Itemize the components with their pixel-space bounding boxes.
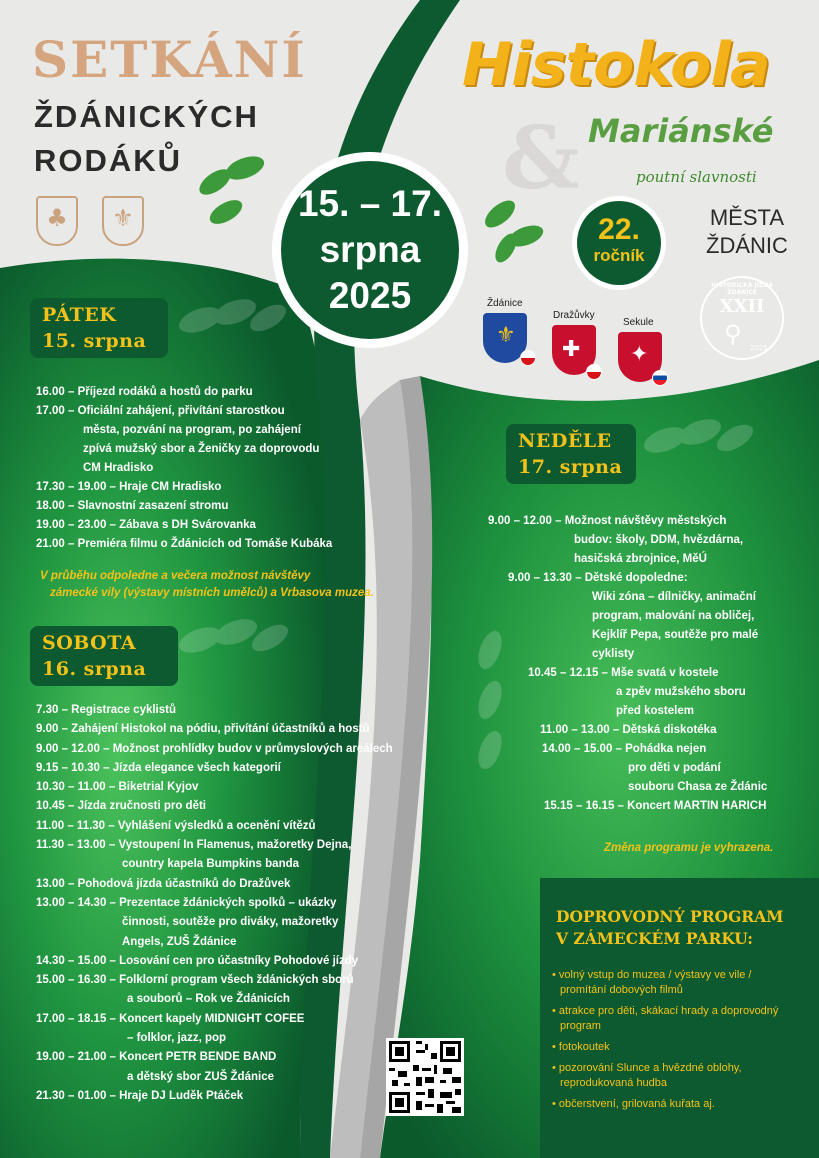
accompanying-title-line: DOPROVODNÝ PROGRAM bbox=[556, 907, 784, 926]
saturday-item-cont: činnosti, soutěže pro diváky, mažoretky bbox=[122, 916, 339, 929]
qr-code-icon[interactable] bbox=[386, 1038, 464, 1116]
friday-item: 17.00 – Oficiální zahájení, přivítání starostkou bbox=[36, 405, 285, 417]
mesta-zdanic bbox=[706, 204, 788, 260]
saturday-heading bbox=[30, 626, 178, 686]
sunday-item-cont: souboru Chasa ze Ždánic bbox=[628, 781, 768, 793]
date-badge bbox=[272, 152, 468, 348]
friday-item-cont: města, pozvání na program, po zahájení bbox=[83, 424, 301, 436]
rocnik-label: ročník bbox=[593, 246, 645, 265]
saturday-item: 9.15 – 10.30 – Jízda elegance všech kategorií bbox=[36, 761, 281, 774]
histokola-title: Histokola bbox=[462, 30, 770, 100]
accompanying-list bbox=[552, 968, 778, 1112]
accompanying-item: • fotokoutek bbox=[552, 1041, 610, 1053]
saturday-item: 21.30 – 01.00 – Hraje DJ Luděk Ptáček bbox=[36, 1089, 244, 1102]
fleur-de-lis-emblem-icon: ⚜ bbox=[102, 196, 144, 246]
friday-item: 19.00 – 23.00 – Zábava s DH Svárovanka bbox=[36, 519, 256, 531]
friday-date: 15. srpna bbox=[42, 330, 147, 352]
zdanickych-rodaku-title bbox=[34, 95, 259, 183]
tree-emblem-icon: ♣ bbox=[36, 196, 78, 246]
zdanice-crest-icon: ⚜ bbox=[483, 313, 527, 363]
marianske-title: Mariánské bbox=[588, 112, 774, 150]
bicycle-icon: ⚲ bbox=[724, 320, 742, 348]
friday-item: 18.00 – Slavnostní zasazení stromu bbox=[36, 500, 229, 512]
saturday-item-cont: – folklor, jazz, pop bbox=[127, 1032, 227, 1045]
accompanying-title bbox=[556, 906, 783, 950]
saturday-item: 13.00 – Pohodová jízda účastníků do Dražůvek bbox=[36, 877, 291, 890]
saturday-date: 16. srpna bbox=[42, 658, 147, 680]
sunday-item: 10.45 – 12.15 – Mše svatá v kostele bbox=[528, 667, 719, 679]
saturday-title: SOBOTA bbox=[42, 632, 137, 654]
sunday-heading bbox=[506, 424, 636, 484]
sunday-title: NEDĚLE bbox=[518, 430, 612, 452]
drazuvky-crest-icon: ✚ bbox=[552, 325, 596, 375]
saturday-item: 15.00 – 16.30 – Folklorní program všech ždánických sborů bbox=[36, 974, 354, 987]
saturday-item-cont: Angels, ZUŠ Ždánice bbox=[122, 935, 237, 948]
setkani-title: SETKÁNÍ bbox=[32, 30, 307, 89]
sunday-item: 15.15 – 16.15 – Koncert MARTIN HARICH bbox=[544, 800, 767, 812]
sunday-item-cont: před kostelem bbox=[616, 705, 694, 717]
accompanying-item-cont: promítání dobových filmů bbox=[560, 984, 683, 996]
accompanying-title-line: V ZÁMECKÉM PARKU: bbox=[556, 929, 753, 948]
accompanying-item: • volný vstup do muzea / výstavy ve vile / bbox=[552, 969, 752, 981]
friday-item: 16.00 – Příjezd rodáků a hostů do parku bbox=[36, 386, 253, 398]
friday-item-cont: zpívá mužský sbor a Ženičky za doprovodu bbox=[83, 443, 320, 455]
wheel-badge-text: HISTORICKÁ JÍZDA ŽDÁNICE bbox=[711, 282, 773, 296]
friday-note bbox=[40, 568, 374, 602]
sunday-schedule bbox=[488, 512, 767, 816]
friday-note-line: V průběhu odpoledne a večera možnost návštěvy bbox=[40, 570, 311, 582]
poutni-slavnosti-subtitle: poutní slavnosti bbox=[636, 168, 757, 186]
saturday-item: 11.00 – 11.30 – Vyhlášení výsledků a ocenění vítězů bbox=[36, 819, 316, 832]
crest-label-sekule: Sekule bbox=[623, 317, 654, 328]
saturday-item: 10.30 – 11.00 – Biketrial Kyjov bbox=[36, 781, 199, 794]
saturday-item: 9.00 – 12.00 – Možnost prohlídky budov v průmyslových areálech bbox=[36, 742, 393, 755]
accompanying-item: • atrakce pro děti, skákací hrady a doprovodný bbox=[552, 1005, 779, 1017]
sunday-item: 9.00 – 12.00 – Možnost návštěvy městských bbox=[488, 515, 727, 527]
sunday-item-cont: program, malování na obličej, bbox=[592, 610, 755, 622]
sunday-item-cont: hasičská zbrojnice, MěÚ bbox=[574, 553, 707, 565]
saturday-item: 9.00 – Zahájení Histokol na pódiu, přivítání účastníků a hostů bbox=[36, 723, 370, 736]
date-year: 2025 bbox=[328, 275, 412, 316]
friday-heading bbox=[30, 298, 168, 358]
friday-item: 17.30 – 19.00 – Hraje CM Hradisko bbox=[36, 481, 222, 493]
rocnik-number: 22. bbox=[598, 213, 640, 246]
saturday-item-cont: a dětský sbor ZUŠ Ždánice bbox=[127, 1070, 274, 1083]
sunday-item-cont: cyklisty bbox=[592, 648, 635, 660]
rodaku-line: RODÁKŮ bbox=[34, 143, 183, 178]
saturday-schedule bbox=[36, 701, 393, 1106]
zdanic-line: ŽDÁNIC bbox=[706, 233, 788, 258]
sunday-note: Změna programu je vyhrazena. bbox=[604, 842, 774, 854]
saturday-item-cont: country kapela Bumpkins banda bbox=[122, 858, 300, 871]
date-month: srpna bbox=[319, 229, 421, 270]
sunday-item: 11.00 – 13.00 – Dětská diskotéka bbox=[540, 724, 717, 736]
crest-label-zdanice: Ždánice bbox=[487, 298, 523, 309]
sunday-item-cont: budov: školy, DDM, hvězdárna, bbox=[574, 534, 744, 546]
czech-flag-icon bbox=[586, 364, 602, 380]
sunday-date: 17. srpna bbox=[518, 456, 623, 478]
friday-item-cont: CM Hradisko bbox=[83, 462, 154, 474]
saturday-item-cont: a souborů – Rok ve Ždánicích bbox=[127, 993, 290, 1006]
saturday-item: 13.00 – 14.30 – Prezentace ždánických spolků – ukázky bbox=[36, 896, 337, 909]
sunday-item-cont: pro děti v podání bbox=[628, 762, 721, 774]
saturday-item: 14.30 – 15.00 – Losování cen pro účastníky Pohodové jízdy bbox=[36, 954, 359, 967]
zdanickych-line: ŽDÁNICKÝCH bbox=[34, 99, 259, 134]
accompanying-item-cont: program bbox=[560, 1020, 601, 1032]
friday-note-line: zámecké vily (výstavy místních umělců) a Vrbasova muzea. bbox=[50, 587, 374, 599]
rocnik-badge bbox=[572, 196, 666, 290]
accompanying-item-cont: reprodukovaná hudba bbox=[560, 1077, 668, 1089]
slovak-flag-icon bbox=[652, 370, 668, 386]
sunday-item: 9.00 – 13.30 – Dětské dopoledne: bbox=[508, 572, 688, 584]
saturday-item: 19.00 – 21.00 – Koncert PETR BENDE BAND bbox=[36, 1051, 277, 1064]
sekule-crest-icon: ✦ bbox=[618, 332, 662, 382]
friday-title: PÁTEK bbox=[42, 304, 117, 326]
mesta-line: MĚSTA bbox=[709, 205, 785, 230]
saturday-item: 17.00 – 18.15 – Koncert kapely MIDNIGHT COFEE bbox=[36, 1012, 305, 1025]
ampersand: & bbox=[502, 108, 580, 209]
saturday-item: 7.30 – Registrace cyklistů bbox=[36, 704, 176, 716]
sunday-item: 14.00 – 15.00 – Pohádka nejen bbox=[542, 743, 707, 755]
accompanying-item: • občerstvení, grilovaná kuřata aj. bbox=[552, 1098, 715, 1110]
saturday-item: 11.30 – 13.00 – Vystoupení In Flamenus, mažoretky Dejna, bbox=[36, 839, 352, 852]
date-range: 15. – 17. bbox=[297, 183, 442, 224]
wheel-badge-year: 2025 bbox=[750, 344, 768, 352]
accompanying-item: • pozorování Slunce a hvězdné oblohy, bbox=[552, 1062, 742, 1074]
historic-bicycle-emblem-icon bbox=[700, 276, 784, 360]
czech-flag-icon bbox=[520, 350, 536, 366]
crest-label-drazuvky: Dražůvky bbox=[553, 310, 595, 321]
friday-schedule bbox=[36, 383, 332, 554]
sunday-item-cont: Kejklíř Pepa, soutěže pro malé bbox=[592, 629, 759, 641]
sunday-item-cont: a zpěv mužského sboru bbox=[616, 686, 746, 698]
friday-item: 21.00 – Premiéra filmu o Ždánicích od Tomáše Kubáka bbox=[36, 538, 333, 550]
wheel-badge-roman: XXII bbox=[719, 296, 765, 317]
saturday-item: 10.45 – Jízda zručnosti pro děti bbox=[36, 800, 206, 813]
sunday-item-cont: Wiki zóna – dílničky, animační bbox=[592, 591, 756, 603]
